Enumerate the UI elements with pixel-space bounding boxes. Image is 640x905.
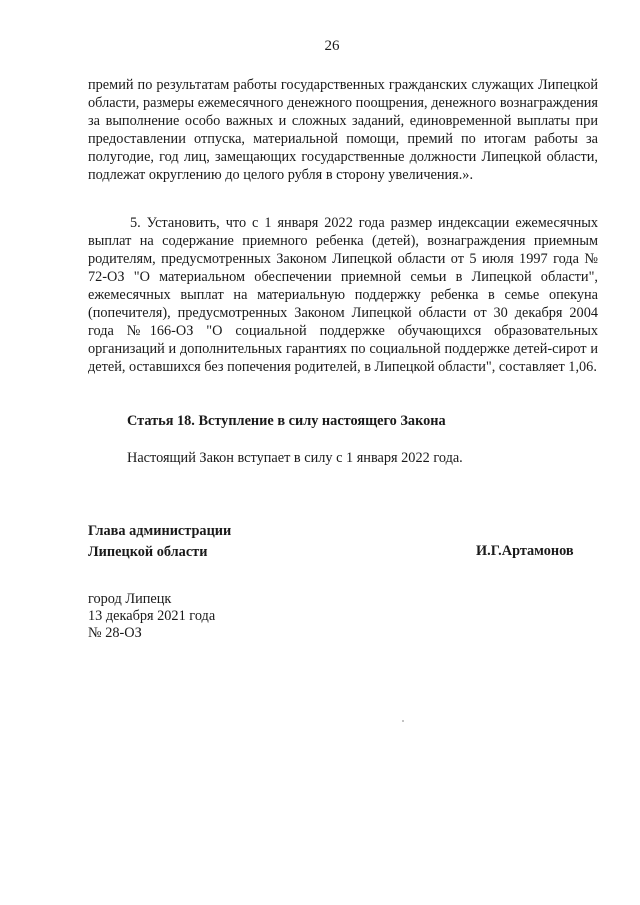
signatory-name: И.Г.Артамонов	[476, 543, 574, 559]
signatory-title-line-2: Липецкой области	[88, 544, 208, 560]
scan-speck	[402, 720, 404, 722]
paragraph-premiums-rounding: премий по результатам работы государственных гражданских служащих Липецкой области, размеры ежемесячного денежного поощрения, денежного вознаграждения за выполнение особо важных и сложных заданий, единовременной выплаты при предоставлении отпуска, материальной помощи, премий по итогам работы за полугодие, год лиц, замещающих государственные должности Липецкой области, подлежат округлению до целого рубля в сторону увеличения.».	[88, 77, 598, 183]
article-text: Настоящий Закон вступает в силу с 1 января 2022 года.	[127, 450, 463, 466]
document-footer	[88, 591, 215, 642]
footer-city: город Липецк	[88, 591, 172, 607]
signatory-title-line-1: Глава администрации	[88, 523, 232, 539]
article-heading: Статья 18. Вступление в силу настоящего Закона	[127, 413, 446, 429]
footer-law-number: № 28-ОЗ	[88, 625, 142, 641]
footer-date: 13 декабря 2021 года	[88, 608, 216, 624]
signatory-title	[88, 521, 231, 563]
paragraph-indexation: 5. Установить, что с 1 января 2022 года размер индексации ежемесячных выплат на содержание приемного ребенка (детей), вознаграждения приемным родителям, предусмотренных Законом Липецкой области от 5 июля 1997 года № 72-ОЗ "О материальном обеспечении приемной семьи в Липецкой области", ежемесячных выплат на материальную поддержку ребенка в семье опекуна (попечителя), предусмотренных Законом Липецкой области от 30 декабря 2004 года №166-ОЗ "О социальной поддержке обучающихся образовательных организаций и дополнительных гарантиях по социальной поддержке детей-сирот и детей, оставшихся без попечения родителей, в Липецкой области", составляет 1,06.	[88, 215, 598, 375]
page-number: 26	[324, 38, 340, 54]
